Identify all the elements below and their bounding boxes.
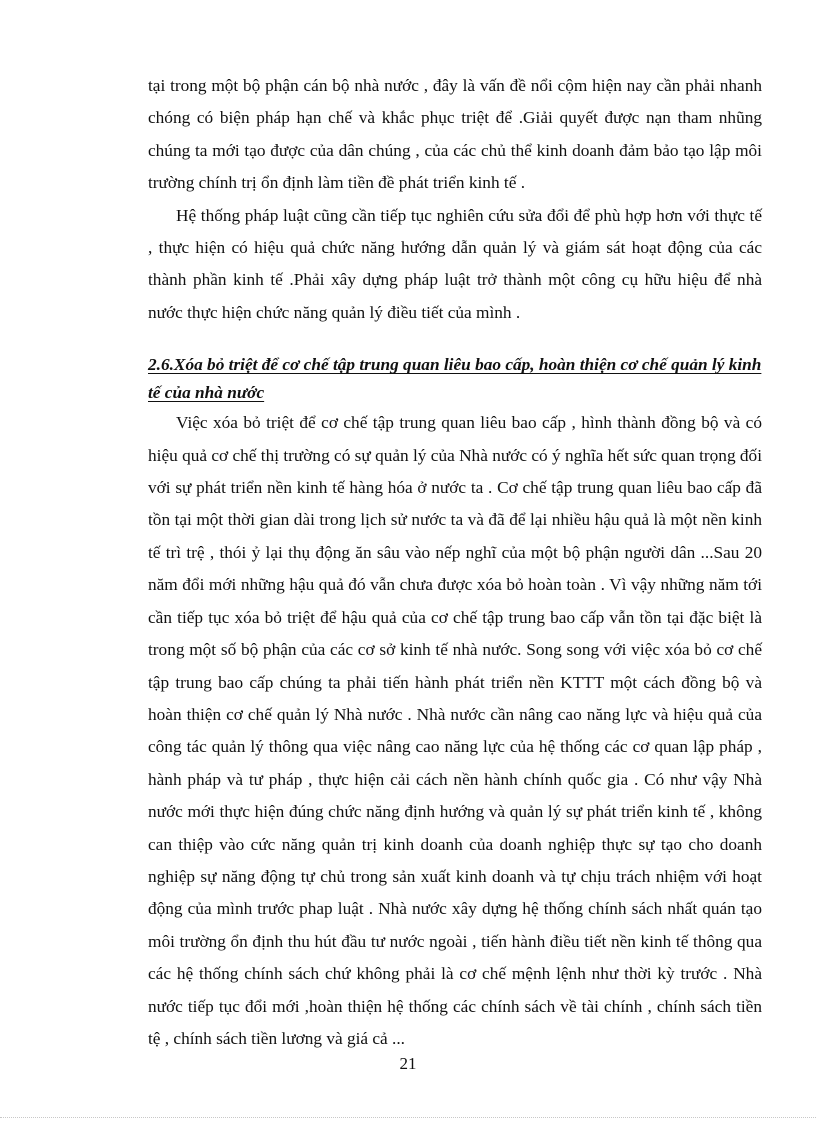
paragraph-corruption: tại trong một bộ phận cán bộ nhà nước , đây là vấn đề nổi cộm hiện nay cần phải nhanh chóng có biện pháp hạn chế và khắc phục triệt để .Giải quyết được nạn tham nhũng chúng ta mới tạo được của dân chúng , của các chủ thể kinh doanh đảm bảo tạo lập môi trường chính trị ổn định làm tiền đề phát triển kinh tế . (148, 76, 762, 193)
page-number: 21 (399, 1054, 417, 1073)
page-bottom-divider (0, 1117, 816, 1118)
page-body (148, 70, 762, 1055)
paragraph-legal-system: Hệ thống pháp luật cũng cần tiếp tục nghiên cứu sửa đổi để phù hợp hơn với thực tế , thực hiện có hiệu quả chức năng hướng dẫn quản lý và giám sát hoạt động của các thành phần kinh tế .Phải xây dựng pháp luật trở thành một công cụ hữu hiệu để nhà nước thực hiện chức năng quản lý điều tiết của mình . (148, 205, 762, 322)
section-heading: 2.6.Xóa bỏ triệt để cơ chế tập trung quan liêu bao cấp, hoàn thiện cơ chế quản lý kinh tế của nhà nước (148, 355, 762, 403)
paragraph-abolish-subsidy: Việc xóa bỏ triệt để cơ chế tập trung quan liêu bao cấp , hình thành đồng bộ và có hiệu quả cơ chế thị trường có sự quản lý của Nhà nước có ý nghĩa hết sức quan trọng đối với sự phát triển nền kinh tế hàng hóa ở nước ta . Cơ chế tập trung quan liêu bao cấp đã tồn tại một thời gian dài trong lịch sử nước ta và đã để lại nhiều hậu quả là một nền kinh tế trì trệ , thói ỷ lại thụ động ăn sâu vào nếp nghĩ của một bộ phận người dân ...Sau 20 năm đổi mới những hậu quả đó vẫn chưa được xóa bỏ hoàn toàn . Vì vậy những năm tới cần tiếp tục xóa bỏ triệt để hậu quả của cơ chế tập trung bao cấp vẫn tồn tại đặc biệt là trong một số bộ phận của các cơ sở kinh tế nhà nước. Song song với việc xóa bỏ cơ chế tập trung bao cấp chúng ta phải tiến hành phát triển nền KTTT một cách đồng bộ và hoàn thiện cơ chế quản lý Nhà nước . Nhà nước cần nâng cao năng lực và hiệu quả của công tác quản lý thông qua việc nâng cao năng lực của hệ thống các cơ quan lập pháp , hành pháp và tư pháp , thực hiện cải cách nền hành chính quốc gia . Có như vậy Nhà nước mới thực hiện đúng chức năng định hướng và quản lý sự phát triển kinh tế , không can thiệp vào cức năng quản trị kinh doanh của doanh nghiệp thực sự tạo cho doanh nghiệp sự năng động tự chủ trong sản xuất kinh doanh và tự chịu trách nhiệm với hoạt động của mình trước phap luật . Nhà nước xây dựng hệ thống chính sách nhất quán tạo môi trường ổn định thu hút đầu tư nước ngoài , tiến hành điều tiết nền kinh tế thông qua các hệ thống chính sách chứ không phải là cơ chế mệnh lệnh như thời kỳ trước . Nhà nước tiếp tục đổi mới ,hoàn thiện hệ thống các chính sách về tài chính , chính sách tiền tệ , chính sách tiền lương và giá cả ... (148, 413, 762, 1048)
